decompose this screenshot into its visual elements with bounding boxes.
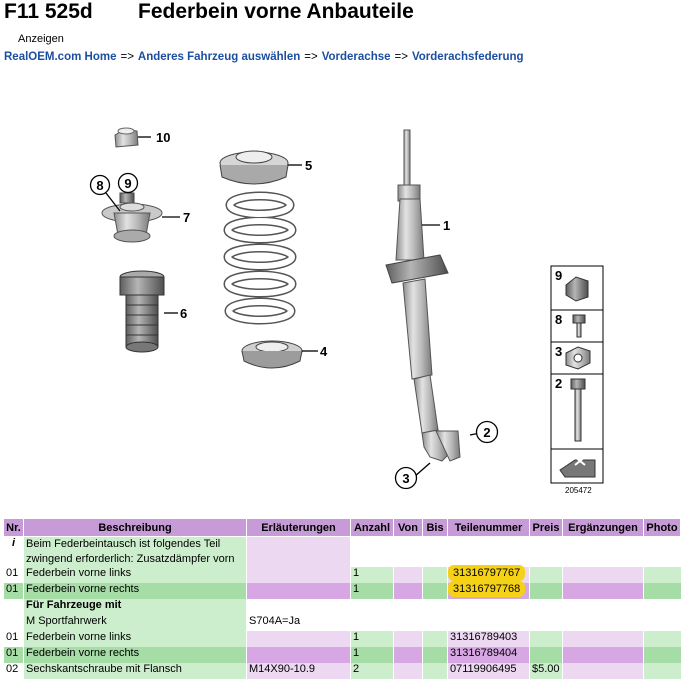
breadcrumb (4, 51, 524, 63)
column-header-photo[interactable]: Photo (644, 519, 681, 537)
part-5-upper-spring-seat[interactable] (220, 151, 288, 184)
part-9-nut[interactable] (120, 193, 134, 203)
parts-table (3, 518, 681, 679)
callout-3[interactable] (396, 468, 417, 489)
column-header-notes[interactable]: Erläuterungen (247, 519, 351, 537)
table-row[interactable]: 01 Federbein vorne links 1 31316789403 (4, 631, 681, 647)
table-header-row (4, 519, 681, 537)
part-number-link[interactable]: 31316797768 (450, 583, 523, 595)
part-7-strut-mount[interactable] (102, 203, 162, 242)
page-title (4, 0, 414, 30)
column-header-to[interactable]: Bis (423, 519, 448, 537)
group-heading-row (4, 599, 681, 615)
svg-text:8: 8 (555, 312, 563, 327)
callout-9[interactable] (119, 174, 138, 193)
breadcrumb-suspension-link[interactable]: Vorderachsfederung (411, 51, 524, 63)
parts-diagram[interactable] (20, 85, 612, 500)
group-condition-row (4, 615, 681, 631)
table-row[interactable]: 01 Federbein vorne rechts 1 31316797768 (4, 583, 681, 599)
part-4-lower-spring-seat[interactable] (242, 341, 302, 368)
svg-text:10: 10 (156, 130, 171, 145)
svg-text:9: 9 (124, 176, 132, 191)
figure-number: 205472 (565, 486, 592, 495)
breadcrumb-separator: => (304, 51, 318, 63)
svg-text:2: 2 (555, 376, 563, 391)
breadcrumb-change-vehicle-link[interactable]: Anderes Fahrzeug auswählen (137, 51, 301, 63)
part-number-link[interactable]: 31316789404 (448, 647, 530, 663)
table-row[interactable]: 01 Federbein vorne rechts 1 31316789404 (4, 647, 681, 663)
column-header-nr[interactable]: Nr. (4, 519, 24, 537)
svg-text:6: 6 (180, 306, 188, 321)
hardware-side-panel (551, 266, 603, 483)
column-header-description[interactable]: Beschreibung (24, 519, 247, 537)
svg-text:5: 5 (305, 158, 313, 173)
callout-1[interactable] (443, 218, 450, 233)
column-header-from[interactable]: Von (394, 519, 423, 537)
svg-text:3: 3 (402, 471, 410, 486)
table-row[interactable]: 02 Sechskantschraube mit Flansch M14X90-10.9 2 07119906495 $5.00 (4, 663, 681, 679)
svg-text:8: 8 (96, 178, 104, 193)
callout-6[interactable] (180, 306, 187, 321)
note-text: Beim Federbeintausch ist folgendes Teil zwingend erforderlich: Zusatzdämpfer vorn (24, 537, 247, 568)
group-condition: M Sportfahrwerk (24, 615, 247, 631)
part-10-cap-nut[interactable] (115, 128, 138, 147)
part-number-link[interactable]: 07119906495 (448, 663, 530, 679)
breadcrumb-home-link[interactable]: RealOEM.com Home (4, 51, 117, 63)
ads-label: Anzeigen (18, 33, 64, 45)
svg-text:4: 4 (320, 344, 328, 359)
coil-spring[interactable] (228, 196, 292, 320)
callout-2[interactable] (477, 422, 498, 443)
part-6-protection-tube[interactable] (120, 271, 164, 352)
part-1-shock-absorber[interactable] (386, 130, 460, 461)
breadcrumb-separator: => (394, 51, 408, 63)
callout-5[interactable] (305, 158, 312, 173)
breadcrumb-separator: => (120, 51, 134, 63)
breadcrumb-front-axle-link[interactable]: Vorderachse (321, 51, 391, 63)
column-header-quantity[interactable]: Anzahl (351, 519, 394, 537)
svg-text:1: 1 (443, 218, 451, 233)
callout-10[interactable] (156, 130, 170, 145)
svg-text:9: 9 (555, 268, 563, 283)
group-code: S704A=Ja (247, 615, 351, 631)
column-header-supplements[interactable]: Ergänzungen (563, 519, 644, 537)
column-header-price[interactable]: Preis (530, 519, 563, 537)
table-row[interactable]: 01 Federbein vorne links 1 31316797767 (4, 567, 681, 583)
group-heading: Für Fahrzeuge mit (24, 599, 247, 615)
column-header-part-number[interactable]: Teilenummer (448, 519, 530, 537)
group-title: Federbein vorne Anbauteile (138, 0, 414, 23)
vehicle-model: F11 525d (4, 0, 93, 23)
note-row (4, 537, 681, 568)
callout-4[interactable] (320, 344, 328, 359)
svg-text:2: 2 (483, 425, 491, 440)
info-icon: i (4, 537, 24, 568)
part-number-link[interactable]: 31316797767 (450, 567, 523, 579)
callout-8[interactable] (91, 176, 110, 195)
parts-diagram-svg (20, 85, 612, 500)
callout-7[interactable] (183, 210, 190, 225)
svg-text:7: 7 (183, 210, 191, 225)
svg-text:3: 3 (555, 344, 563, 359)
part-number-link[interactable]: 31316789403 (448, 631, 530, 647)
